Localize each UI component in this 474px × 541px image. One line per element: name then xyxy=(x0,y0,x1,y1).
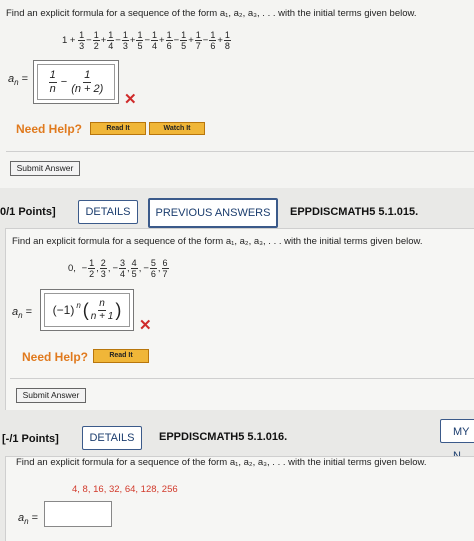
q1-term-fraction xyxy=(224,30,231,51)
q3-prompt: Find an explicit formula for a sequence of the form a₁, a₂, a₃, . . . with the initial terms given below. xyxy=(16,457,427,468)
q1-term-operator: + xyxy=(100,35,107,47)
q1-term-fraction-num: 1 xyxy=(224,30,230,40)
q2-term-fraction-num: 4 xyxy=(131,258,137,268)
q1-term-fraction-den: 4 xyxy=(152,41,158,51)
q1-terms-lead: 1 + xyxy=(62,35,76,47)
q1-term-fraction-den: 8 xyxy=(224,41,230,51)
q2-term-sign: − xyxy=(81,263,88,275)
q1-an-label xyxy=(8,73,28,87)
q1-need-help-label: Need Help? xyxy=(16,122,83,136)
q1-answer-box[interactable] xyxy=(33,60,119,104)
q1-an-letter: a xyxy=(8,73,15,85)
q2-an-subscript: n xyxy=(18,311,23,321)
q2-term-fraction-den: 6 xyxy=(150,269,156,279)
q3-problem-code: EPPDISCMATH5 5.1.016. xyxy=(159,431,288,443)
q2-answer-exponent: n xyxy=(76,300,81,310)
q2-term-fraction-den: 2 xyxy=(89,269,95,279)
q2-answer-box[interactable] xyxy=(40,289,134,331)
q2-term-sign: − xyxy=(112,263,119,275)
q2-term-fraction-num: 3 xyxy=(120,258,126,268)
q1-term-operator: + xyxy=(159,35,165,47)
q2-submit-area xyxy=(10,378,474,379)
q2-term-fraction xyxy=(100,258,107,279)
q2-incorrect-icon: ✕ xyxy=(139,317,152,334)
q1-term-fraction-den: 6 xyxy=(210,41,216,51)
q2-details-button[interactable]: DETAILS xyxy=(78,200,138,224)
q2-terms-row xyxy=(68,258,169,279)
q1-watch-it-button[interactable]: Watch It xyxy=(149,122,205,135)
q1-term-fraction xyxy=(180,30,187,51)
q2-term-fraction-den: 5 xyxy=(131,269,137,279)
q3-equals: = xyxy=(31,512,39,524)
q1-term-fraction-den: 2 xyxy=(93,41,99,51)
q2-equals: = xyxy=(25,306,33,318)
q3-points: [-/1 Points] xyxy=(2,433,59,445)
q1-term-fraction xyxy=(122,30,129,51)
q1-incorrect-icon: ✕ xyxy=(124,91,137,108)
q2-problem-code: EPPDISCMATH5 5.1.015. xyxy=(290,206,419,218)
q2-answer-frac xyxy=(91,298,114,323)
q1-term-fraction-den: 7 xyxy=(195,41,201,51)
q1-term-fraction xyxy=(93,30,100,51)
q1-answer-frac-b xyxy=(71,69,103,96)
q2-an-label xyxy=(12,306,32,320)
q1-term-operator: + xyxy=(217,35,223,47)
q1-term-fraction-den: 5 xyxy=(181,41,187,51)
q3-an-letter: a xyxy=(18,512,25,524)
q1-term-fraction-num: 1 xyxy=(166,30,172,40)
q2-term-fraction-num: 2 xyxy=(100,258,106,268)
q2-term-fraction xyxy=(162,258,169,279)
question-3-panel xyxy=(5,456,474,541)
q1-term-operator: − xyxy=(173,35,180,47)
q1-prompt: Find an explicit formula for a sequence of the form a₁, a₂, a₃, . . . with the initial terms given below. xyxy=(6,8,417,19)
q2-term-fraction-num: 5 xyxy=(150,258,156,268)
q1-term-operator: − xyxy=(86,35,92,47)
q2-read-it-button[interactable]: Read It xyxy=(93,349,149,363)
q1-term-fraction-den: 3 xyxy=(122,41,128,51)
q2-term-fraction-den: 4 xyxy=(120,269,126,279)
q3-an-label xyxy=(18,512,38,526)
q2-an-letter: a xyxy=(12,306,19,318)
q3-terms: 4, 8, 16, 32, 64, 128, 256 xyxy=(72,484,178,495)
q2-submit-button[interactable]: Submit Answer xyxy=(16,388,86,403)
q1-term-fraction-den: 4 xyxy=(108,41,114,51)
q1-term-fraction-num: 1 xyxy=(137,30,143,40)
q2-term-separator: , xyxy=(107,263,111,275)
q1-term-fraction-num: 1 xyxy=(195,30,201,40)
q1-term-operator: − xyxy=(115,35,121,47)
q1-term-fraction-den: 5 xyxy=(137,41,143,51)
q2-points: 0/1 Points] xyxy=(0,206,56,218)
q2-term-separator: , xyxy=(96,263,99,275)
q3-my-notes-button[interactable]: MY xyxy=(440,419,474,443)
q1-answer-a-num: 1 xyxy=(49,68,56,81)
q1-answer-b-num: 1 xyxy=(84,68,91,81)
q1-term-fraction-num: 1 xyxy=(122,30,128,40)
q2-term-fraction-num: 6 xyxy=(162,258,168,268)
q2-answer-paren-close: ) xyxy=(115,299,122,320)
q1-term-fraction-den: 6 xyxy=(166,41,172,51)
q1-term-fraction-num: 1 xyxy=(152,30,158,40)
q2-prompt: Find an explicit formula for a sequence of the form a₁, a₂, a₃, . . . with the initial terms given below. xyxy=(12,236,423,247)
q1-term-operator: − xyxy=(202,35,209,47)
q2-term-fraction-den: 7 xyxy=(162,269,168,279)
q2-term-fraction xyxy=(150,258,157,279)
q2-answer-prefix: (−1) xyxy=(52,303,75,317)
q1-term-fraction-num: 1 xyxy=(79,30,85,40)
q1-equals: = xyxy=(21,73,29,85)
q2-term-separator: , xyxy=(138,263,142,275)
q1-term-operator: − xyxy=(144,35,151,47)
q2-term-separator: , xyxy=(127,263,130,275)
q1-term-fraction xyxy=(166,30,173,51)
q1-term-fraction-num: 1 xyxy=(210,30,216,40)
q2-need-help-label: Need Help? xyxy=(22,350,89,364)
q2-term-fraction-num: 1 xyxy=(89,258,95,268)
q1-terms-list xyxy=(78,30,231,51)
q1-answer-frac-a xyxy=(49,69,57,96)
q2-term-fraction xyxy=(88,258,95,279)
q2-term-fraction-den: 3 xyxy=(100,269,106,279)
q3-details-button[interactable]: DETAILS xyxy=(82,426,142,450)
q1-read-it-button[interactable]: Read It xyxy=(90,122,146,135)
q2-terms-lead: 0, xyxy=(68,263,76,275)
q1-term-fraction-num: 1 xyxy=(93,30,99,40)
q1-submit-button[interactable]: Submit Answer xyxy=(10,161,80,176)
q1-answer-minus: − xyxy=(60,76,68,88)
q1-terms-row xyxy=(62,30,231,51)
q2-answer-den: n + 1 xyxy=(90,310,114,322)
q3-an-subscript: n xyxy=(24,517,29,527)
q1-an-subscript: n xyxy=(14,78,19,88)
q2-term-sign: − xyxy=(143,263,149,275)
q2-previous-answers-button[interactable]: PREVIOUS ANSWERS xyxy=(148,198,278,228)
q1-term-operator: + xyxy=(188,35,194,47)
q2-term-separator: , xyxy=(157,263,161,275)
q2-term-fraction xyxy=(119,258,126,279)
q2-terms-list xyxy=(79,258,169,279)
q1-answer-a-den: n xyxy=(49,82,56,95)
q2-answer-num: n xyxy=(99,297,105,309)
q1-term-fraction xyxy=(195,30,202,51)
q1-answer-b-den: (n + 2) xyxy=(71,82,104,95)
q1-term-fraction-num: 1 xyxy=(181,30,187,40)
q1-term-operator: + xyxy=(129,35,136,47)
q1-term-fraction xyxy=(209,30,216,51)
q2-answer-paren-open: ( xyxy=(82,299,89,320)
q1-term-fraction-num: 1 xyxy=(108,30,114,40)
q1-term-fraction-den: 3 xyxy=(79,41,85,51)
q3-answer-input[interactable] xyxy=(44,501,112,527)
q1-term-fraction xyxy=(136,30,143,51)
q1-term-fraction xyxy=(107,30,114,51)
q1-term-fraction xyxy=(78,30,85,51)
q2-term-fraction xyxy=(131,258,138,279)
q1-term-fraction xyxy=(151,30,158,51)
